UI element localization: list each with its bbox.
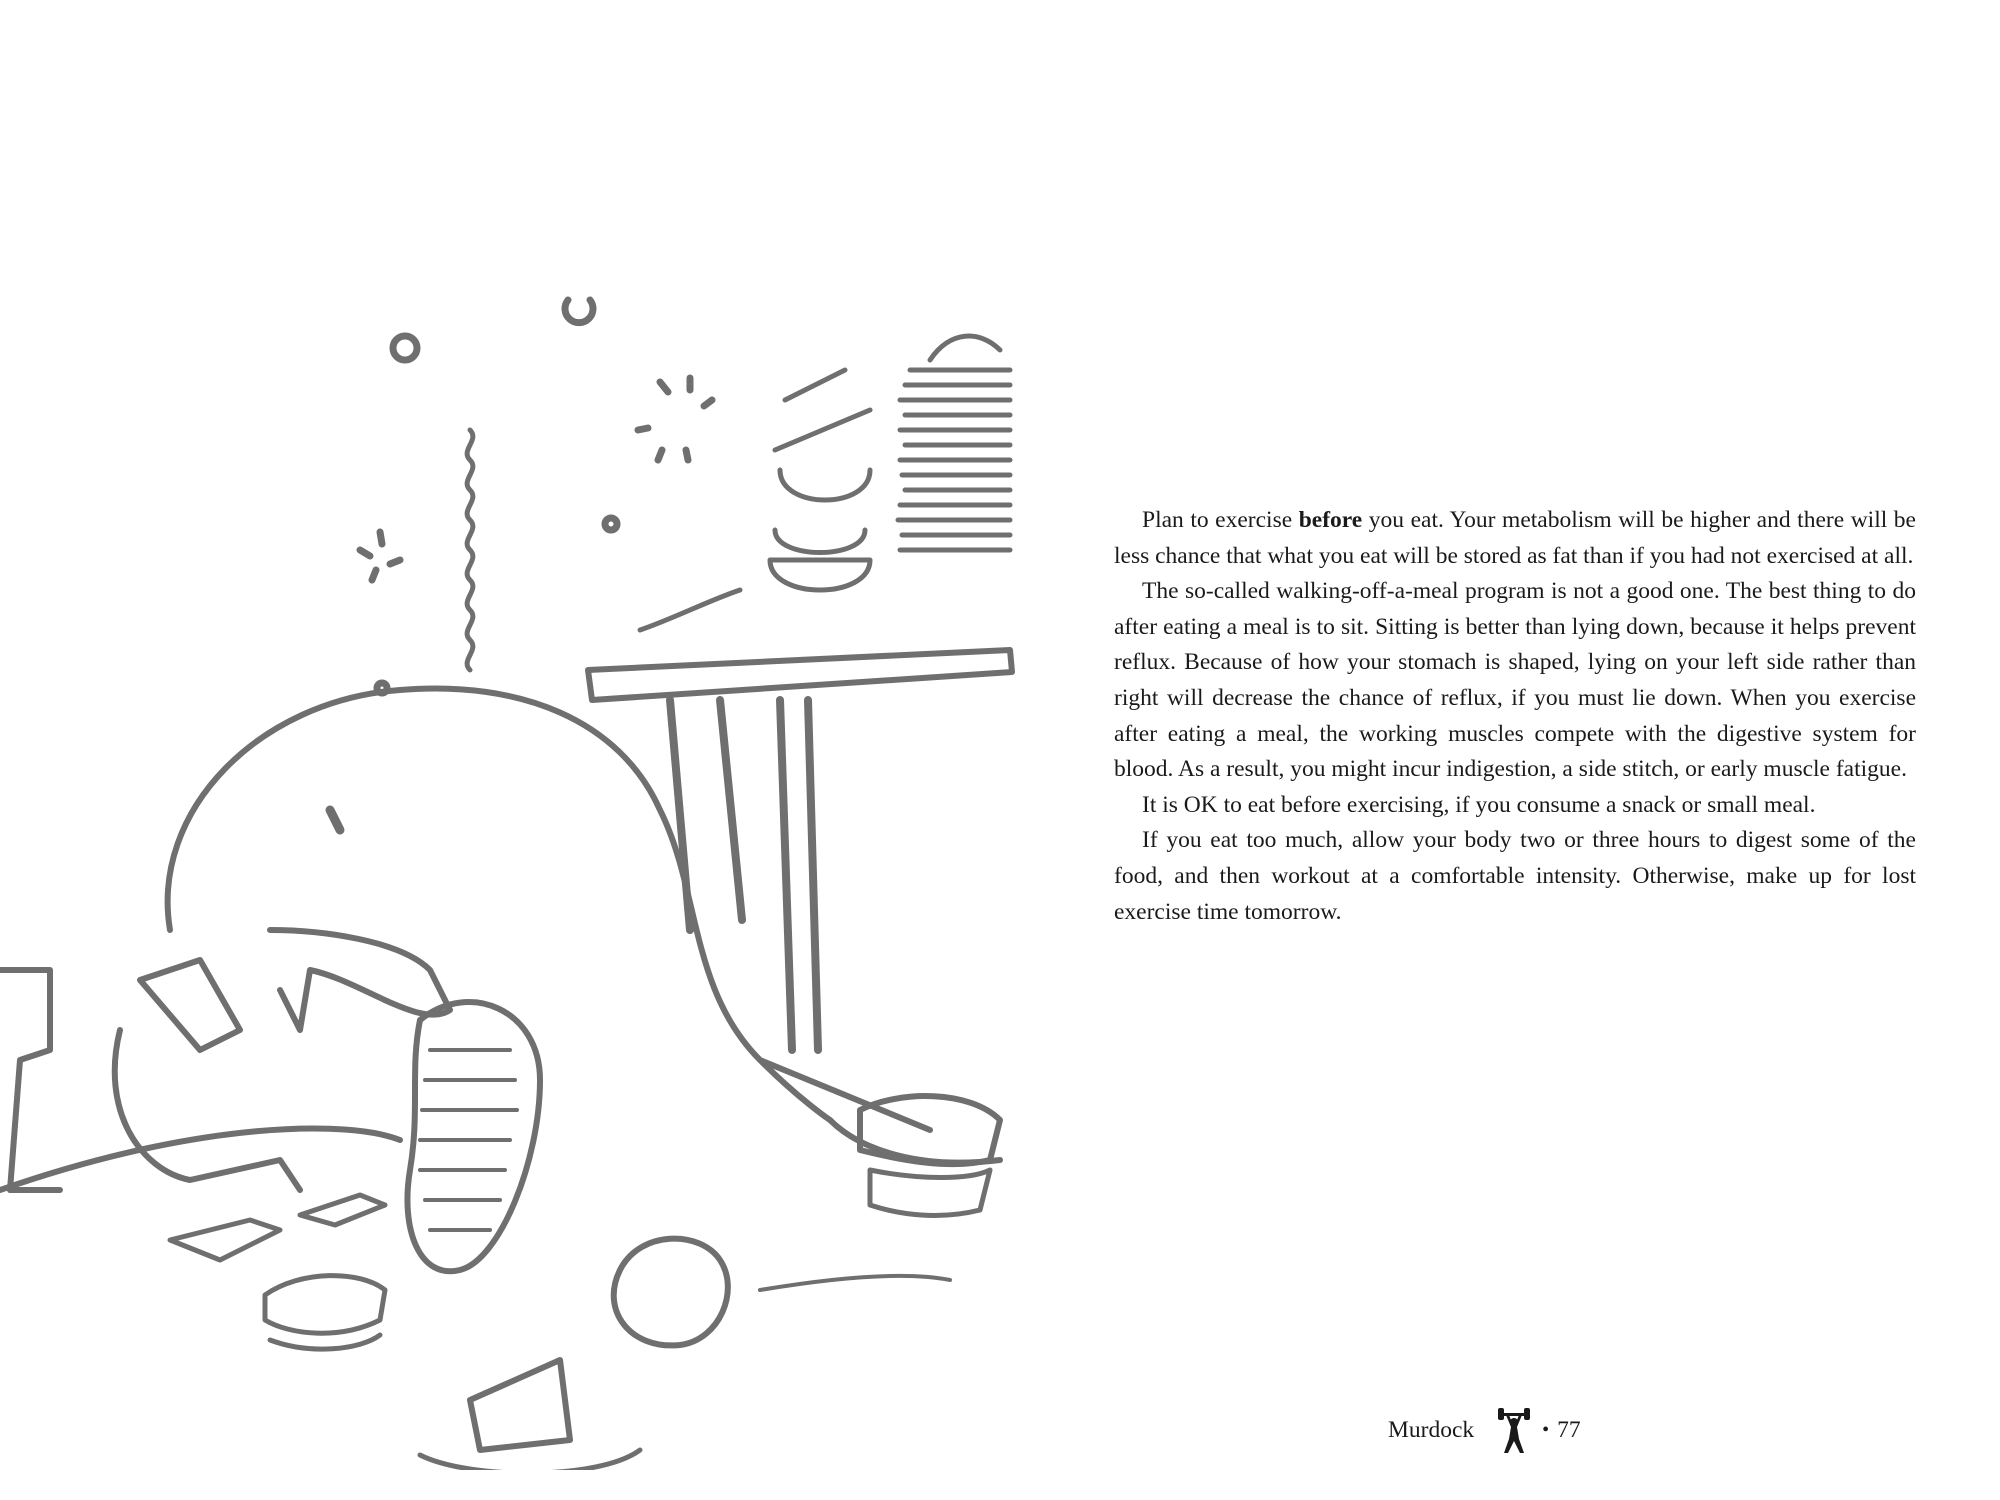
- page-footer: [1388, 1405, 1581, 1455]
- footer-bullet: •: [1542, 1418, 1550, 1441]
- page-number: 77: [1557, 1416, 1581, 1443]
- paragraph-3: It is OK to eat before exercising, if you consume a snack or small meal.: [1142, 791, 1816, 818]
- body-text: [1114, 503, 1916, 930]
- paragraph-2: The so-called walking-off-a-meal program is not a good one. The best thing to do after eating a meal is to sit. Sitting is better than lying down, because it helps prevent reflux. Because of how your stomach is shaped, lying on your left side rather than right will decrease the chance of reflux, if you must lie down. When you exercise after eating a meal, the working muscles compete with the digestive system for blood. As a result, you might incur indigestion, a side stitch, or early muscle fatigue.: [1114, 578, 1916, 783]
- man-figure: [0, 689, 1000, 1272]
- floor-food: [170, 1195, 950, 1470]
- footer-author: Murdock: [1388, 1416, 1475, 1443]
- weightlifter-icon: [1496, 1405, 1532, 1455]
- table: [588, 336, 1012, 1050]
- dizzy-marks: [360, 300, 712, 693]
- paragraph-1: [1114, 503, 1916, 574]
- overeater-sketch-illustration: [0, 290, 1040, 1470]
- paragraph-4: If you eat too much, allow your body two or three hours to digest some of the food, and then workout at a comfortable intensity. Otherwise, make up for lost exercise time tomorrow.: [1114, 827, 1916, 925]
- emphasis-before: before: [1298, 507, 1363, 533]
- paragraph-1-lead: Plan to exercise: [1142, 507, 1299, 533]
- paragraph-1-rest: you eat. Your metabolism will be higher and there will be less chance that what you eat will be stored as fat than if you had not exercised at all.: [1114, 507, 1916, 569]
